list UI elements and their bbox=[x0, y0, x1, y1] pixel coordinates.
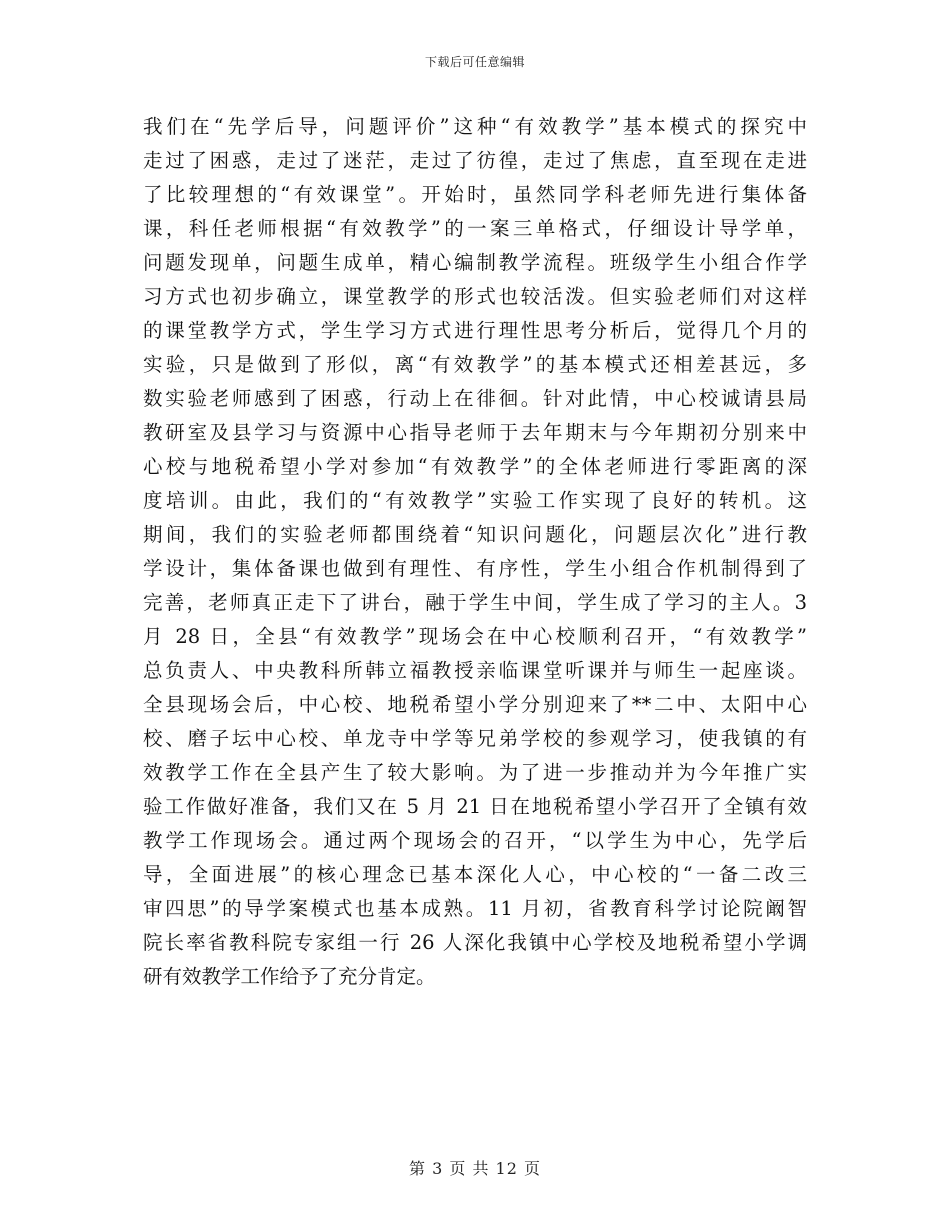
page-header: 下载后可任意编辑 bbox=[424, 55, 525, 69]
body-text bbox=[143, 110, 807, 994]
text-line: 院长率省教科院专家组一行 26 人深化我镇中心学校及地税希望小学调 bbox=[143, 931, 807, 954]
text-line: 导，全面进展”的核心理念已基本深化人心，中心校的“一备二改三 bbox=[143, 863, 807, 886]
text-line: 度培训。由此，我们的“有效教学”实验工作实现了良好的转机。这 bbox=[143, 489, 807, 512]
text-line: 月 28 日，全县“有效教学”现场会在中心校顺利召开，“有效教学” bbox=[143, 625, 807, 648]
text-line: 问题发现单，问题生成单，精心编制教学流程。班级学生小组合作学 bbox=[143, 251, 807, 274]
text-line: 课，科任老师根据“有效教学”的一案三单格式，仔细设计导学单， bbox=[143, 217, 807, 240]
text-line: 数实验老师感到了困惑，行动上在徘徊。针对此情，中心校诚请县局 bbox=[143, 387, 807, 410]
text-line: 研有效教学工作给予了充分肯定。 bbox=[143, 965, 436, 988]
text-line: 总负责人、中央教科所韩立福教授亲临课堂听课并与师生一起座谈。 bbox=[143, 659, 807, 682]
text-line: 实验，只是做到了形似，离“有效教学”的基本模式还相差甚远，多 bbox=[143, 353, 807, 376]
text-line: 效教学工作在全县产生了较大影响。为了进一步推动并为今年推广实 bbox=[143, 761, 807, 784]
text-line: 的课堂教学方式，学生学习方式进行理性思考分析后，觉得几个月的 bbox=[143, 319, 807, 342]
text-line: 完善，老师真正走下了讲台，融于学生中间，学生成了学习的主人。3 bbox=[143, 591, 807, 614]
text-line: 全县现场会后，中心校、地税希望小学分别迎来了**二中、太阳中心 bbox=[143, 693, 807, 716]
text-line: 期间，我们的实验老师都围绕着“知识问题化，问题层次化”进行教 bbox=[143, 523, 807, 546]
text-line: 习方式也初步确立，课堂教学的形式也较活泼。但实验老师们对这样 bbox=[143, 285, 807, 308]
page-number: 第 3 页 共 12 页 bbox=[409, 1159, 541, 1178]
text-line: 我们在“先学后导，问题评价”这种“有效教学”基本模式的探究中 bbox=[143, 115, 807, 138]
text-line: 教研室及县学习与资源中心指导老师于去年期末与今年期初分别来中 bbox=[143, 421, 807, 444]
text-line: 了比较理想的“有效课堂”。开始时，虽然同学科老师先进行集体备 bbox=[143, 183, 807, 206]
text-line: 走过了困惑，走过了迷茫，走过了彷徨，走过了焦虑，直至现在走进 bbox=[143, 149, 807, 172]
text-line: 验工作做好准备，我们又在 5 月 21 日在地税希望小学召开了全镇有效 bbox=[143, 795, 807, 818]
text-line: 心校与地税希望小学对参加“有效教学”的全体老师进行零距离的深 bbox=[143, 455, 807, 478]
text-line: 审四思”的导学案模式也基本成熟。11 月初，省教育科学讨论院阚智 bbox=[143, 897, 807, 920]
text-line: 校、磨子坛中心校、单龙寺中学等兄弟学校的参观学习，使我镇的有 bbox=[143, 727, 807, 750]
text-line: 教学工作现场会。通过两个现场会的召开，“以学生为中心，先学后 bbox=[143, 829, 807, 852]
text-line: 学设计，集体备课也做到有理性、有序性，学生小组合作机制得到了 bbox=[143, 557, 807, 580]
